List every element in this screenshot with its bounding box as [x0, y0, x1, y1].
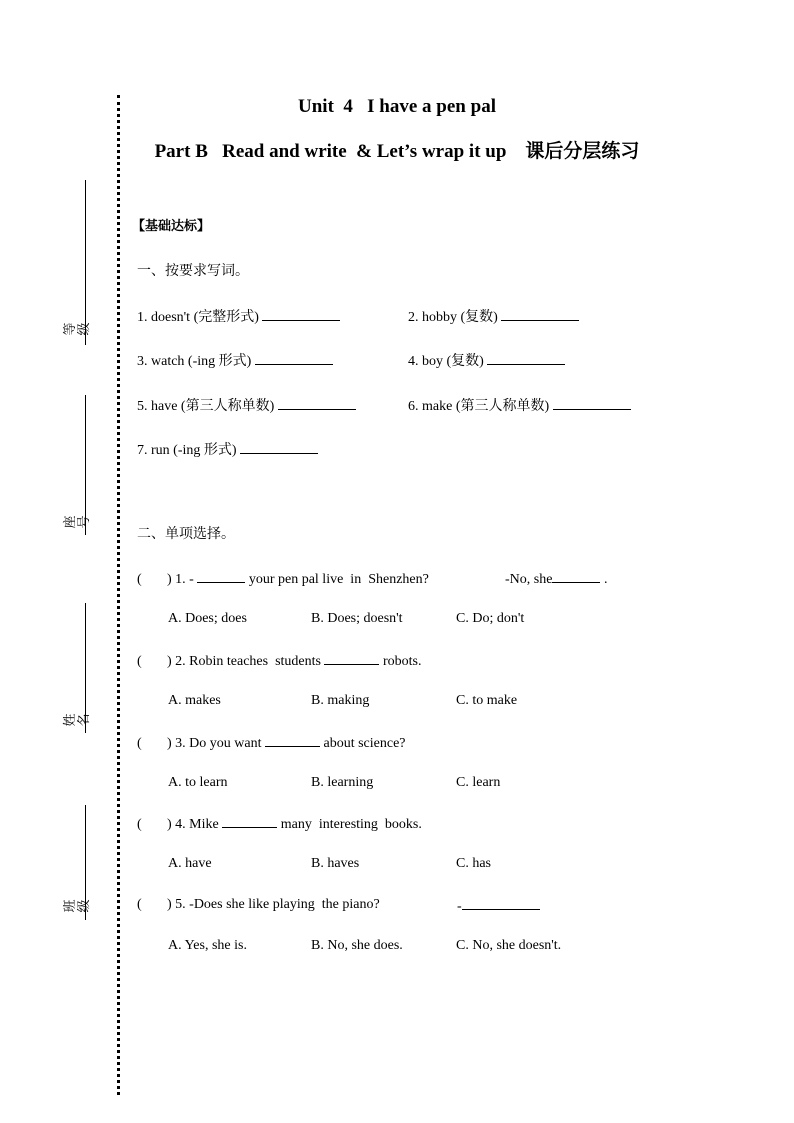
question-2: ( ) 2. Robin teaches students robots. [137, 651, 421, 671]
question-3: ( ) 3. Do you want about science? [137, 733, 406, 753]
part1-item-5: 5. have (第三人称单数) [137, 396, 356, 416]
q5-option-c[interactable]: C. No, she doesn't. [456, 938, 562, 953]
answer-blank[interactable] [265, 733, 320, 747]
answer-blank[interactable] [262, 307, 340, 321]
q1-option-c[interactable]: C. Do; don't [456, 611, 525, 626]
part1-item-1: 1. doesn't (完整形式) [137, 307, 340, 327]
section-label: 【基础达标】 [132, 219, 211, 234]
page-subtitle: Part B Read and write & Let’s wrap it up 课后分层练习 [154, 141, 640, 162]
answer-blank[interactable] [255, 351, 333, 365]
question-1-answer: -No, she . [505, 569, 607, 589]
answer-blank[interactable] [553, 396, 631, 410]
part1-item-6: 6. make (第三人称单数) [408, 396, 631, 416]
answer-blank[interactable] [222, 814, 277, 828]
q5-option-b[interactable]: B. No, she does. [311, 938, 403, 953]
q3-option-a[interactable]: A. to learn [168, 775, 228, 790]
part1-item-3: 3. watch (-ing 形式) [137, 351, 333, 371]
question-1: ( ) 1. - your pen pal live in Shenzhen? [137, 569, 429, 589]
part1-item-7: 7. run (-ing 形式) [137, 440, 318, 460]
answer-blank[interactable] [324, 651, 379, 665]
answer-blank[interactable] [462, 896, 540, 910]
answer-blank[interactable] [552, 569, 600, 583]
q4-option-c[interactable]: C. has [456, 856, 491, 871]
q3-option-c[interactable]: C. learn [456, 775, 501, 790]
answer-blank[interactable] [197, 569, 245, 583]
part1-item-2: 2. hobby (复数) [408, 307, 579, 327]
question-5: ( ) 5. -Does she like playing the piano? [137, 897, 380, 912]
q2-option-a[interactable]: A. makes [168, 693, 221, 708]
q1-option-b[interactable]: B. Does; doesn't [311, 611, 403, 626]
side-label-grade: 等级 [63, 322, 92, 336]
binding-dotted-line [117, 95, 120, 1095]
side-label-name: 姓名 [63, 713, 92, 727]
answer-blank[interactable] [240, 440, 318, 454]
q2-option-c[interactable]: C. to make [456, 693, 518, 708]
part1-heading: 一、按要求写词。 [137, 263, 249, 279]
q1-option-a[interactable]: A. Does; does [168, 611, 247, 626]
side-label-seat: 座号 [63, 515, 92, 529]
q4-option-a[interactable]: A. have [168, 856, 212, 871]
page-title: Unit 4 I have a pen pal [298, 96, 496, 117]
answer-blank[interactable] [278, 396, 356, 410]
question-5-answer: - [457, 896, 540, 916]
q3-option-b[interactable]: B. learning [311, 775, 374, 790]
q2-option-b[interactable]: B. making [311, 693, 370, 708]
part2-heading: 二、单项选择。 [137, 526, 235, 542]
answer-blank[interactable] [501, 307, 579, 321]
part1-item-4: 4. boy (复数) [408, 351, 565, 371]
q4-option-b[interactable]: B. haves [311, 856, 360, 871]
side-label-class: 班级 [63, 899, 92, 913]
question-4: ( ) 4. Mike many interesting books. [137, 814, 422, 834]
q5-option-a[interactable]: A. Yes, she is. [168, 938, 247, 953]
answer-blank[interactable] [487, 351, 565, 365]
